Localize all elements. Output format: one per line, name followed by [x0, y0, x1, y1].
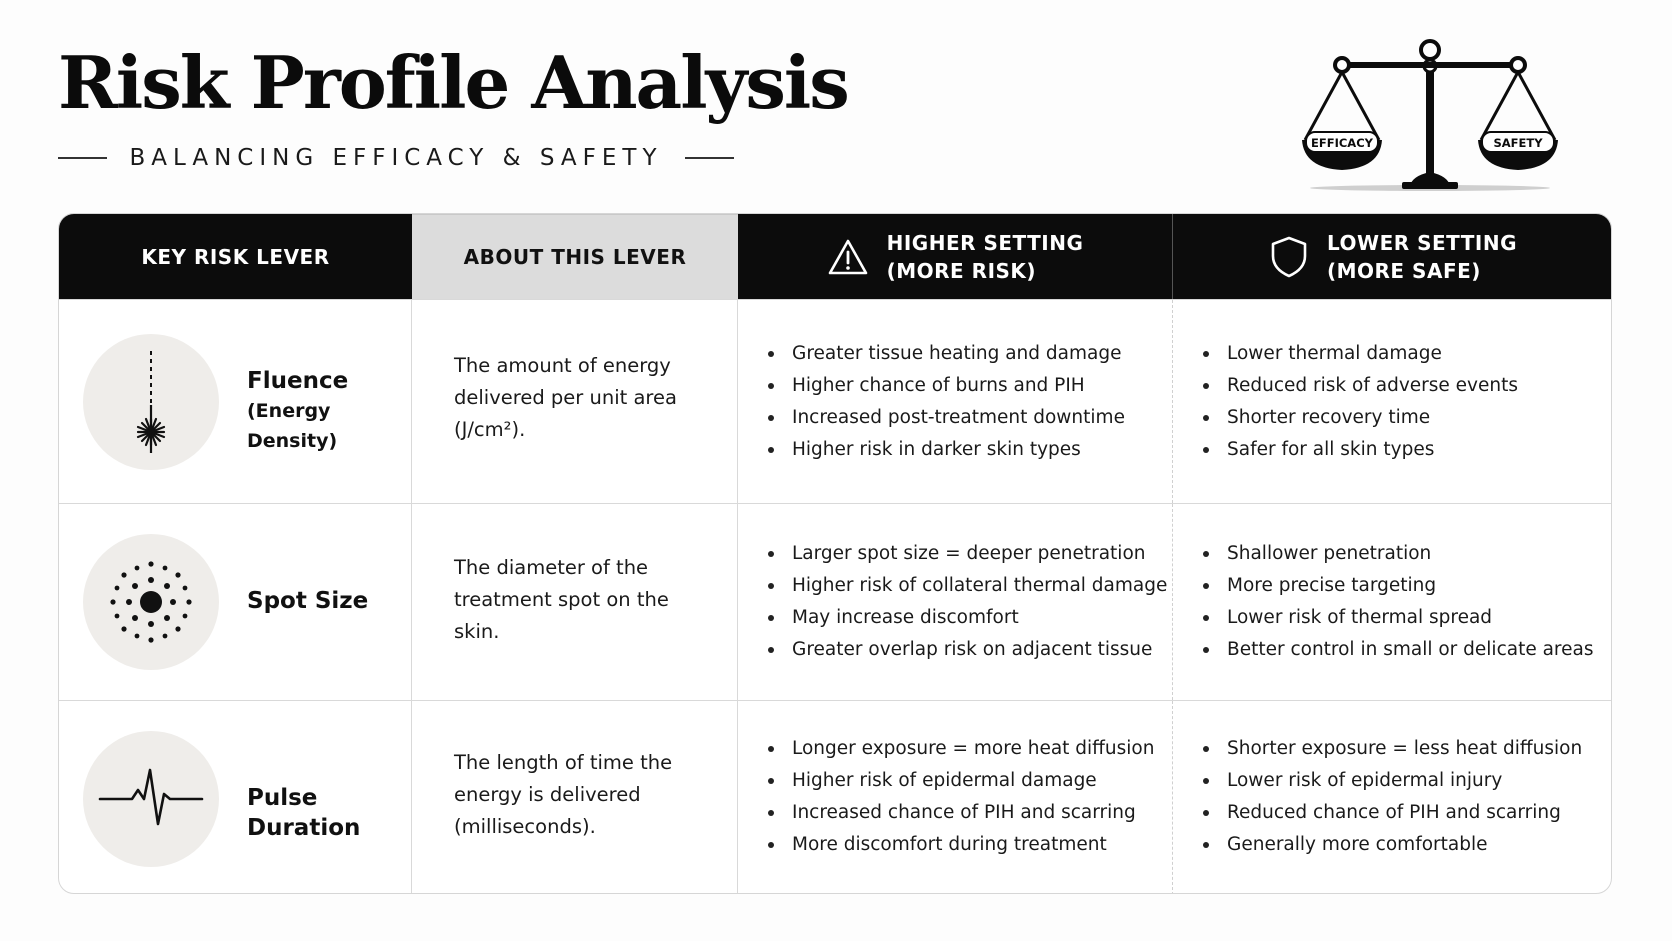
list-item: Reduced chance of PIH and scarring [1201, 797, 1605, 829]
warning-icon [827, 238, 869, 276]
about-cell [412, 504, 738, 700]
list-item: Increased post-treatment downtime [766, 402, 1164, 434]
lever-icon-badge [83, 534, 219, 670]
table-header [59, 214, 1611, 299]
scale-label-efficacy: EFFICACY [1311, 136, 1373, 150]
laser-burst-icon [106, 347, 196, 457]
lever-name [247, 783, 411, 843]
about-cell [412, 701, 738, 894]
lever-cell [59, 701, 412, 894]
subtitle-rule-right [685, 157, 734, 159]
subtitle-row [58, 140, 734, 176]
list-item: May increase discomfort [766, 602, 1164, 634]
table-row-fluence [59, 299, 1611, 503]
list-item: Higher risk of epidermal damage [766, 765, 1164, 797]
list-item: Shorter recovery time [1201, 402, 1605, 434]
lower-setting-cell [1173, 504, 1612, 700]
scale-label-safety: SAFETY [1493, 136, 1543, 150]
lower-setting-cell [1173, 300, 1612, 503]
higher-setting-list [766, 338, 1164, 466]
list-item: Lower risk of thermal spread [1201, 602, 1605, 634]
list-item: Increased chance of PIH and scarring [766, 797, 1164, 829]
page-title: Risk Profile Analysis [58, 40, 848, 125]
column-header-higher-setting [738, 214, 1173, 299]
column-header-lower-setting [1173, 214, 1612, 299]
lever-cell [59, 504, 412, 700]
lower-setting-title: LOWER SETTING [1326, 230, 1518, 255]
higher-setting-qualifier: (MORE RISK) [886, 258, 1037, 283]
about-cell [412, 300, 738, 503]
list-item: More precise targeting [1201, 570, 1605, 602]
list-item: Lower thermal damage [1201, 338, 1605, 370]
list-item: Greater overlap risk on adjacent tissue [766, 634, 1164, 666]
about-text: The amount of energy delivered per unit area (J/cm²). [454, 354, 677, 441]
higher-setting-cell [738, 504, 1173, 700]
lower-setting-list [1201, 338, 1605, 466]
about-text: The diameter of the treatment spot on the skin. [454, 556, 669, 643]
higher-setting-list [766, 538, 1168, 666]
higher-setting-title: HIGHER SETTING [886, 230, 1084, 255]
page-subtitle: BALANCING EFFICACY & SAFETY [129, 145, 663, 171]
lever-icon-badge [83, 731, 219, 867]
list-item: Shorter exposure = less heat diffusion [1201, 733, 1605, 765]
list-item: Higher risk in darker skin types [766, 434, 1164, 466]
higher-setting-cell [738, 300, 1173, 503]
list-item: Greater tissue heating and damage [766, 338, 1164, 370]
list-item: More discomfort during treatment [766, 829, 1164, 861]
lever-title: Fluence [247, 368, 349, 394]
lower-setting-cell [1173, 701, 1612, 894]
lever-name [247, 366, 411, 456]
lever-cell [59, 300, 412, 503]
risk-table [58, 213, 1612, 894]
lower-setting-list [1201, 538, 1605, 666]
balance-scale-icon [1300, 20, 1560, 195]
higher-setting-list [766, 733, 1164, 861]
lever-title: Pulse Duration [247, 785, 361, 841]
lever-icon-badge [83, 334, 219, 470]
lever-title: Spot Size [247, 588, 369, 614]
list-item: Lower risk of epidermal injury [1201, 765, 1605, 797]
about-text: The length of time the energy is delivered (milliseconds). [454, 751, 673, 838]
list-item: Reduced risk of adverse events [1201, 370, 1605, 402]
dot-pattern-icon [101, 552, 201, 652]
table-row-spot-size [59, 503, 1611, 700]
subtitle-rule-left [58, 157, 107, 159]
table-row-pulse-duration [59, 700, 1611, 894]
higher-setting-cell [738, 701, 1173, 894]
list-item: Longer exposure = more heat diffusion [766, 733, 1164, 765]
column-header-key-risk-lever: KEY RISK LEVER [59, 214, 412, 299]
list-item: Larger spot size = deeper penetration [766, 538, 1164, 570]
lever-name [247, 586, 368, 616]
shield-icon [1269, 235, 1309, 279]
column-header-about: ABOUT THIS LEVER [412, 214, 738, 299]
list-item: Higher risk of collateral thermal damage [766, 570, 1164, 602]
list-item: Shallower penetration [1201, 538, 1605, 570]
pulse-wave-icon [96, 764, 206, 834]
lever-subtitle: (Energy Density) [247, 400, 338, 452]
list-item: Safer for all skin types [1201, 434, 1605, 466]
lower-setting-qualifier: (MORE SAFE) [1326, 258, 1481, 283]
list-item: Generally more comfortable [1201, 829, 1605, 861]
list-item: Higher chance of burns and PIH [766, 370, 1164, 402]
lower-setting-list [1201, 733, 1605, 861]
list-item: Better control in small or delicate areas [1201, 634, 1605, 666]
